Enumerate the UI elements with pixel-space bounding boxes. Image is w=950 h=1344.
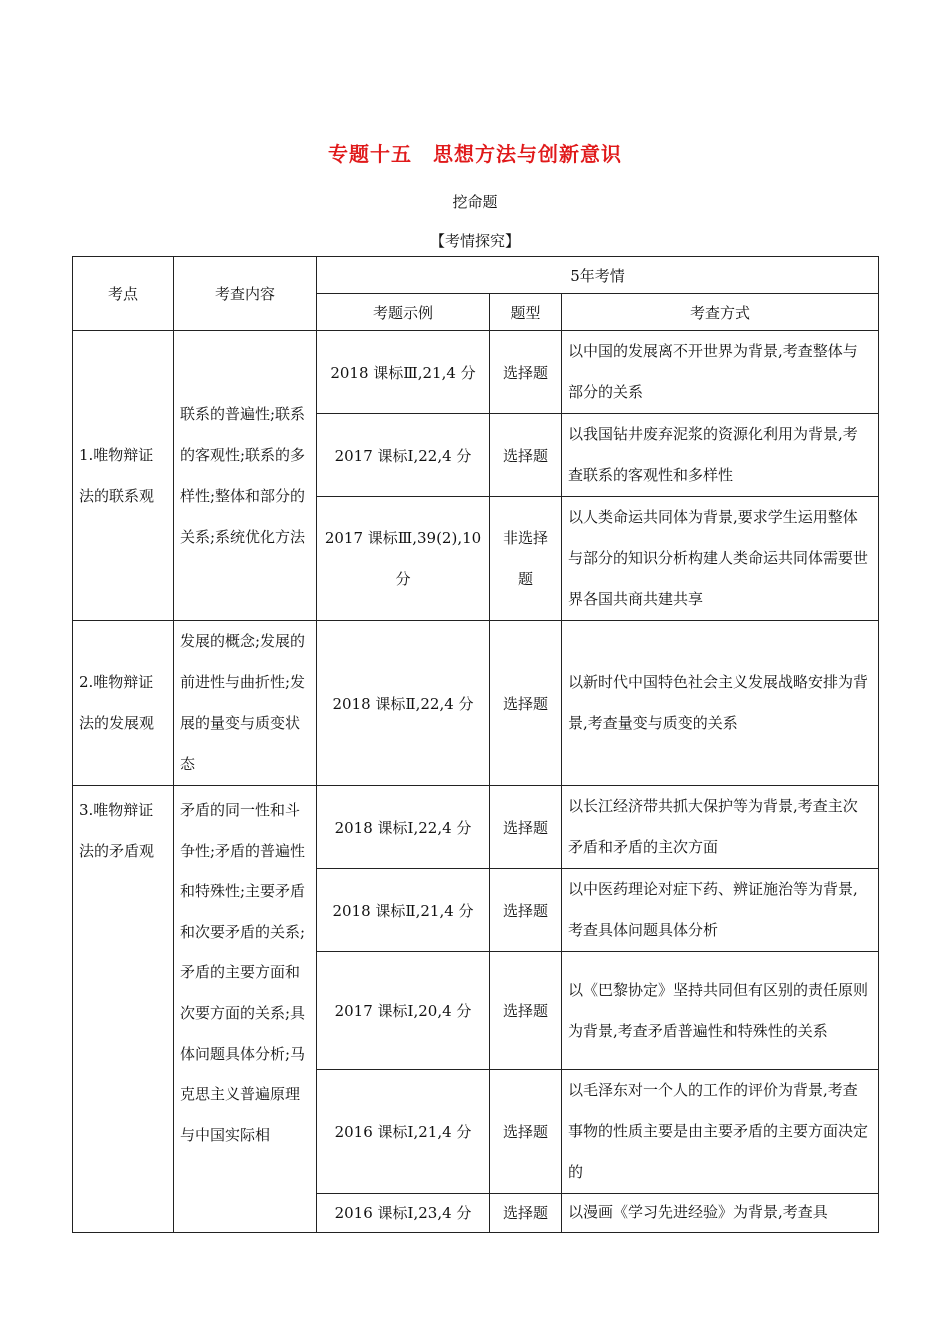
type-cell: 选择题 <box>490 1194 562 1233</box>
subtitle: 挖命题 <box>452 193 498 211</box>
header-five-year: 5年考情 <box>317 257 879 294</box>
example-cell: 2017 课标Ⅰ,22,4 分 <box>317 414 490 497</box>
header-type: 题型 <box>490 294 562 331</box>
point-cell: 1.唯物辩证法的联系观 <box>73 331 174 621</box>
type-cell: 选择题 <box>490 869 562 952</box>
type-cell: 选择题 <box>490 621 562 786</box>
header-content: 考查内容 <box>174 257 317 331</box>
section-heading: 【考情探究】 <box>429 232 520 250</box>
method-cell: 以中医药理论对症下药、辨证施治等为背景,考查具体问题具体分析 <box>562 869 879 952</box>
type-cell: 选择题 <box>490 1070 562 1194</box>
header-method: 考查方式 <box>562 294 879 331</box>
exam-analysis-table <box>72 256 879 1233</box>
example-cell: 2018 课标Ⅱ,22,4 分 <box>317 621 490 786</box>
method-cell: 以人类命运共同体为背景,要求学生运用整体与部分的知识分析构建人类命运共同体需要世界各国共商共建共享 <box>562 497 879 621</box>
header-example: 考题示例 <box>317 294 490 331</box>
content-cell: 矛盾的同一性和斗争性;矛盾的普遍性和特殊性;主要矛盾和次要矛盾的关系;矛盾的主要方面和次要方面的关系;具体问题具体分析;马克思主义普遍原理与中国实际相 <box>174 786 317 1233</box>
method-cell: 以漫画《学习先进经验》为背景,考查具 <box>562 1194 879 1233</box>
type-cell: 选择题 <box>490 786 562 869</box>
type-cell: 选择题 <box>490 952 562 1070</box>
example-cell: 2018 课标Ⅰ,22,4 分 <box>317 786 490 869</box>
page-title: 专题十五 思想方法与创新意识 <box>328 142 622 166</box>
example-cell: 2018 课标Ⅲ,21,4 分 <box>317 331 490 414</box>
method-cell: 以中国的发展离不开世界为背景,考查整体与部分的关系 <box>562 331 879 414</box>
type-cell: 选择题 <box>490 331 562 414</box>
example-cell: 2018 课标Ⅱ,21,4 分 <box>317 869 490 952</box>
content-cell: 联系的普遍性;联系的客观性;联系的多样性;整体和部分的关系;系统优化方法 <box>174 331 317 621</box>
example-cell: 2016 课标Ⅰ,23,4 分 <box>317 1194 490 1233</box>
content-cell: 发展的概念;发展的前进性与曲折性;发展的量变与质变状态 <box>174 621 317 786</box>
method-cell: 以《巴黎协定》坚持共同但有区别的责任原则为背景,考查矛盾普遍性和特殊性的关系 <box>562 952 879 1070</box>
point-cell: 2.唯物辩证法的发展观 <box>73 621 174 786</box>
method-cell: 以新时代中国特色社会主义发展战略安排为背景,考查量变与质变的关系 <box>562 621 879 786</box>
type-cell: 选择题 <box>490 414 562 497</box>
method-cell: 以我国钻井废弃泥浆的资源化利用为背景,考查联系的客观性和多样性 <box>562 414 879 497</box>
method-cell: 以毛泽东对一个人的工作的评价为背景,考查事物的性质主要是由主要矛盾的主要方面决定的 <box>562 1070 879 1194</box>
example-cell: 2016 课标Ⅰ,21,4 分 <box>317 1070 490 1194</box>
example-cell: 2017 课标Ⅰ,20,4 分 <box>317 952 490 1070</box>
method-cell: 以长江经济带共抓大保护等为背景,考查主次矛盾和矛盾的主次方面 <box>562 786 879 869</box>
point-cell: 3.唯物辩证法的矛盾观 <box>73 786 174 1233</box>
header-point: 考点 <box>73 257 174 331</box>
type-cell: 非选择题 <box>490 497 562 621</box>
example-cell: 2017 课标Ⅲ,39(2),10 分 <box>317 497 490 621</box>
